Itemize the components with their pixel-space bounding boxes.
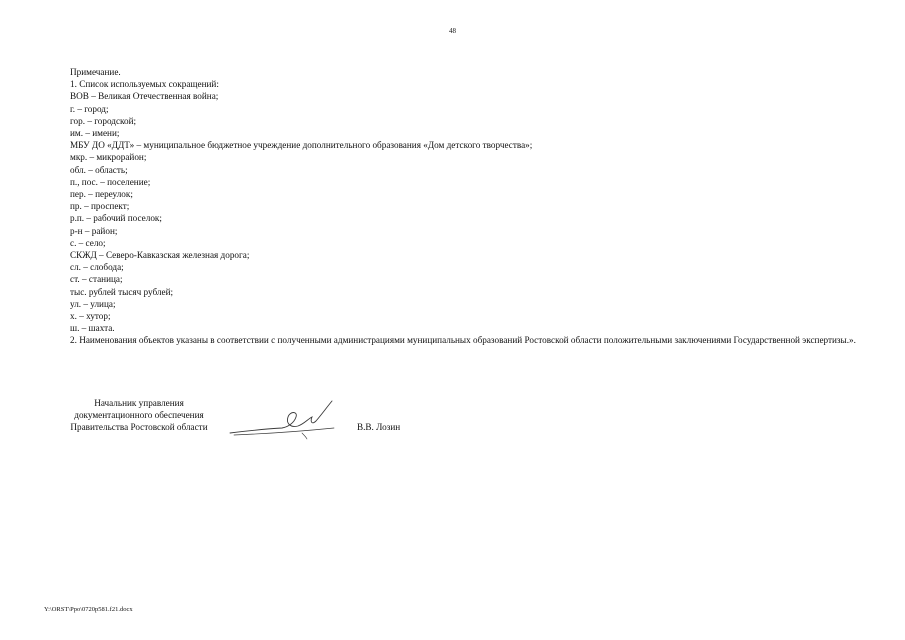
abbreviation-item: СКЖД – Северо-Кавказская железная дорога; (70, 250, 250, 261)
abbreviation-item: р-н – район; (70, 225, 118, 236)
abbreviation-item: мкр. – микрорайон; (70, 152, 147, 163)
abbreviation-item: гор. – городской; (70, 115, 137, 126)
abbreviation-item: пр. – проспект; (70, 201, 130, 212)
handwritten-signature (224, 397, 344, 441)
abbreviation-list (44, 90, 862, 334)
abbreviation-item: им. – имени; (70, 128, 120, 139)
signature-block (44, 397, 864, 442)
notes-item-1: 1. Список используемых сокращений: (70, 79, 219, 90)
abbreviation-item: ул. – улица; (70, 298, 116, 309)
abbreviation-item: ст. – станица; (70, 274, 123, 285)
abbreviation-item: р.п. – рабочий поселок; (70, 213, 162, 224)
notes-heading: Примечание. (70, 67, 121, 77)
abbreviation-item: тыс. рублей тысяч рублей; (70, 286, 174, 297)
signatory-title-line-1: Начальник управления (94, 398, 184, 408)
page-number: 48 (449, 27, 456, 35)
abbreviation-item: пер. – переулок; (70, 189, 133, 200)
signature-stroke-underline (234, 428, 334, 435)
abbreviation-item: сл. – слобода; (70, 262, 124, 273)
signatory-name: В.В. Лозин (357, 422, 401, 432)
signature-stroke-tail (302, 433, 307, 439)
abbreviation-item: МБУ ДО «ДДТ» – муниципальное бюджетное учреждение дополнительного образования «Дом детского творчества»; (70, 140, 533, 151)
abbreviation-item: х. – хутор; (70, 311, 111, 322)
abbreviation-item: ВОВ – Великая Отечественная война; (70, 91, 219, 102)
notes-section (44, 66, 862, 347)
footer-file-path: Y:\ORST\Ppo\0720p581.f21.docx (44, 606, 133, 613)
signatory-title-line-2: документационного обеспечения (74, 410, 204, 421)
signature-stroke-main (230, 401, 332, 433)
abbreviation-item: г. – город; (70, 103, 109, 114)
abbreviation-item: ш. – шахта. (70, 323, 115, 334)
abbreviation-item: обл. – область; (70, 164, 128, 175)
abbreviation-item: п., пос. – поселение; (70, 176, 151, 187)
signatory-title-line-3: Правительства Ростовской области (70, 422, 208, 433)
notes-item-2: 2. Наименования объектов указаны в соответствии с полученными администрациями муниципальных образований Ростовской области положительными заключениями Государственной экспертизы.». (70, 335, 856, 346)
signatory-title (44, 397, 234, 434)
abbreviation-item: с. – село; (70, 237, 106, 248)
